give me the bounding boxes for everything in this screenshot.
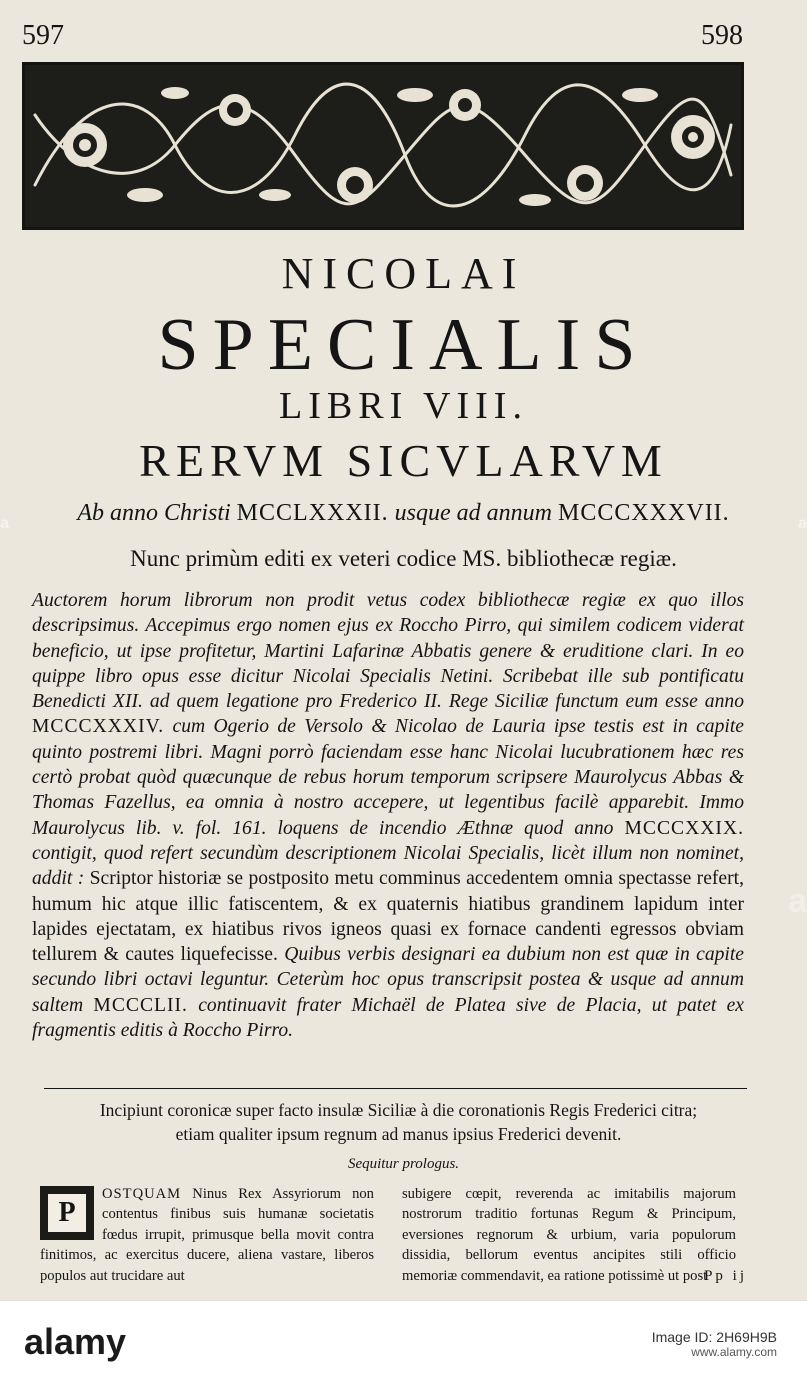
body-column-left-text: Ninus Rex Assyriorum non contentus finibus suis humanæ societatis fœdus irrupit, primusque bella movit contra finitimos, ac exercitus ducere, aliena vastare, liberos populos aut trucidare aut [40, 1186, 374, 1284]
body-column-right [402, 1184, 736, 1286]
watermark-bottom: a [788, 882, 807, 920]
preface-paragraph [32, 588, 744, 1043]
preface-quote: Scriptor historiæ se postposito metu comminus accedentem omnia spectasse refert, humum hic atque illic fatiscentem, & ex quaternis hiatibus grandinem lapidum inter lapides ejectatam, ex hiatibus rivos igneos quasi ex fornace candenti egressos obviam tellurem & cautes liquefecisse. [32, 868, 744, 966]
preface-part-4: Quibus verbis designari ea dubium non est quæ in capite secundo libri octavi leguntur. Ceterùm hoc opus transcripsit postea & usque ad annum saltem [32, 944, 744, 1016]
signature-mark: Pp ij [704, 1268, 747, 1284]
body-column-right-text: subigere cœpit, reverenda ac imitabilis majorum nostrorum traditio fortunas Regum & Principum, eversiones regnorum & urbium, varia populorum dissidia, bellorum eventus ancipites stili officio memoriæ commendavit, ea ratione potissimè ut post [402, 1186, 736, 1284]
title-line-4: RERVM SICVLARVM [139, 435, 668, 486]
title-line-2: SPECIALIS [157, 304, 650, 386]
section-divider [44, 1088, 747, 1089]
incipit-line-1: Incipiunt coronicæ super facto insulæ Siciliæ à die coronationis Regis Frederici citra; [99, 1100, 698, 1120]
dropcap-ornament [40, 1186, 94, 1240]
body-lead-word: OSTQUAM [102, 1186, 182, 1202]
watermark-right: a [798, 515, 807, 532]
subtitle: Nunc primùm editi ex veteri codice MS. bibliothecæ regiæ. [130, 546, 677, 571]
watermark-left: a [0, 515, 9, 532]
title-line-3: LIBRI VIII. [279, 385, 528, 427]
dates-end: MCCCXXXVII. [558, 500, 730, 526]
incipit-line-2: etiam qualiter ipsum regnum ad manus ipsius Frederici devenit. [175, 1124, 622, 1144]
preface-part-2: cum Ogerio de Versolo & Nicolao de Lauria ipse testis est in capite quinto postremi libri. Magni porrò faciendam esse hanc Nicolai lucubrationem hæc res certò probat quòd quæcunque de rebus horum temporum scripsere Maurolycus Abbas & Thomas Fazellus, ea omnia à nostro accepere, ut legentibus facilè apparebit. Immo Maurolycus lib. v. fol. 161. loquens de incendio Æthnæ quod anno [32, 716, 744, 839]
image-id: Image ID: 2H69H9B [651, 1329, 777, 1345]
alamy-logo[interactable]: alamy [24, 1321, 127, 1362]
preface-year-2: MCCCXXIX. [624, 817, 744, 839]
dates-prefix: Ab anno Christi [77, 500, 231, 526]
dates-start: MCCLXXXII. [236, 500, 389, 526]
page-number-right: 598 [701, 20, 743, 51]
page-number-left: 597 [22, 20, 64, 51]
sequitur-heading: Sequitur prologus. [347, 1156, 460, 1172]
dates-middle: usque ad annum [394, 500, 552, 526]
floral-ornament-icon [25, 65, 741, 227]
body-column-left [40, 1184, 374, 1286]
title-line-1: NICOLAI [281, 249, 526, 298]
preface-year-3: MCCCLII. [93, 994, 188, 1016]
image-id-block [652, 1329, 777, 1359]
preface-part-1: Auctorem horum librorum non prodit vetus codex bibliothecæ regiæ ex quo illos descripsimus. Accepimus ergo nomen ejus ex Roccho Pirro, qui similem codicem viderat beneficio, ut ipse profitetur, Martini Lafarinæ Abbatis genere & eruditione clari. In eo quippe libro opus esse dicitur Nicolai Specialis Netini. Scribebat ille sub pontificatu Benedicti XII. ad quem legatione pro Frederico II. Rege Siciliæ functum eum esse anno [32, 590, 744, 713]
ornamental-headpiece [22, 62, 744, 230]
site-url[interactable]: www.alamy.com [691, 1345, 777, 1359]
preface-part-5: continuavit frater Michaël de Platea sive de Placia, ut patet ex fragmentis editis à Roccho Pirro. [32, 994, 745, 1042]
incipit-heading [20, 1098, 777, 1146]
dropcap-letter: P [48, 1194, 86, 1232]
stock-footer [0, 1300, 807, 1391]
preface-year-1: MCCCXXXIV. [32, 716, 165, 738]
date-range-line [20, 500, 787, 527]
preface-part-3: contigit, quod refert secundùm descriptionem Nicolai Specialis, licèt illum non nominet, addit : [32, 842, 744, 890]
